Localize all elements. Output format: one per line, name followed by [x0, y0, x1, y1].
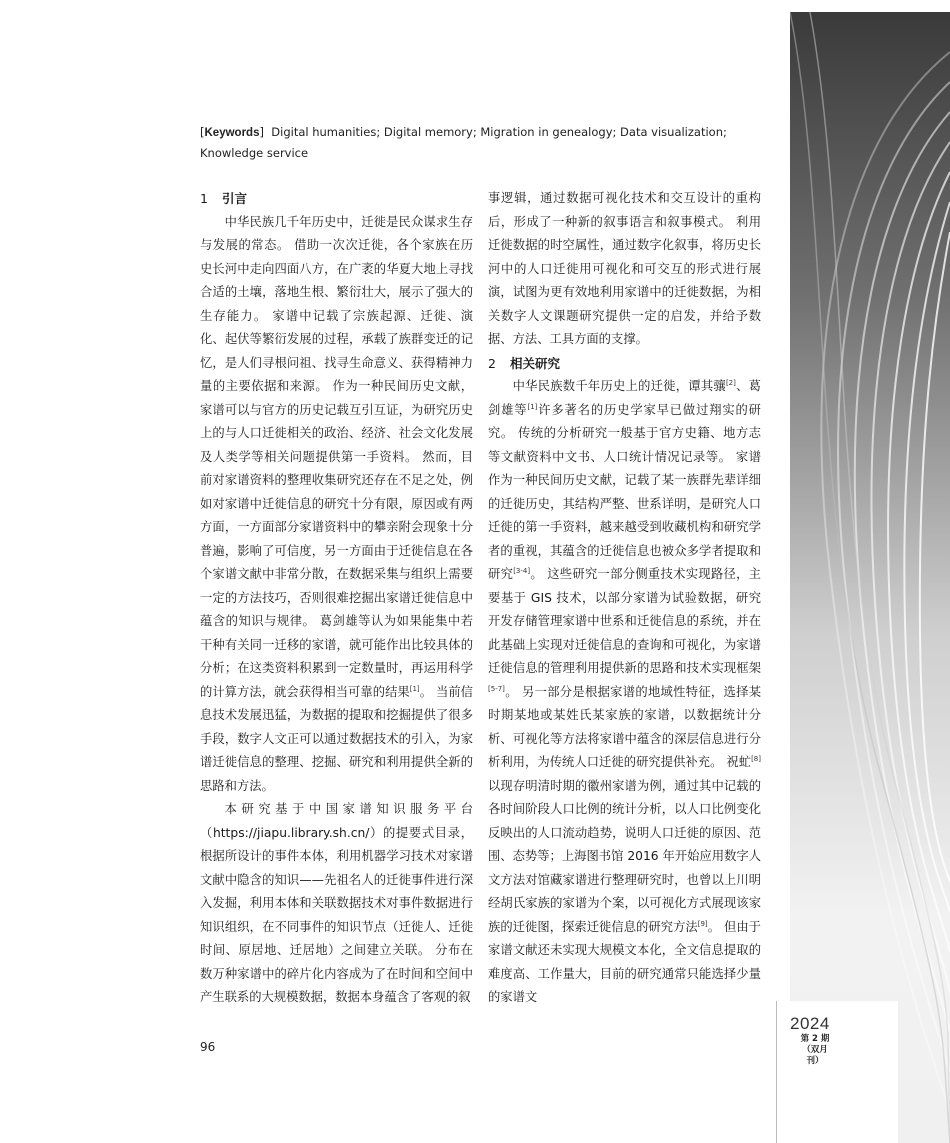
section-heading-related-work: [488, 352, 761, 376]
keywords-text: Digital humanities; Digital memory; Migration in genealogy; Data visualization; Knowledge service: [200, 125, 727, 160]
paragraph: [200, 211, 473, 799]
paragraph: [488, 375, 761, 1010]
citation: [1]: [409, 684, 420, 693]
paragraph-text: 。 另一部分是根据家谱的地域性特征，选择某时期某地或某姓氏某家族的家谱，以数据统计分析、可视化等方法将家谱中蕴含的深层信息进行分析利用，为传统人口迁徙的研究提供补充。 祝虻: [488, 684, 761, 769]
keywords-block: [200, 122, 775, 163]
publication-year: 2024: [790, 1014, 830, 1033]
swirl-graphic: [790, 12, 950, 1143]
section-title: 引言: [222, 191, 248, 206]
paragraph-text: 、葛剑雄等: [488, 379, 761, 417]
citation: [9]: [697, 919, 708, 928]
issue-number: 第 2 期: [800, 1034, 830, 1044]
paragraph-text: 事逻辑，通过数据可视化技术和交互设计的重构后，形成了一种新的叙事语言和叙事模式。 利用迁徙数据的时空属性，通过数字化叙事，将历史长河中的人口迁徙用可视化和可交互的形式进行展演，试图为更有效地利用家谱中的迁徙数据，为相关数字人文课题研究提供一定的启发，并给予数据、方法、工具方面的支撑。: [488, 191, 761, 346]
footer-divider: [776, 1001, 777, 1143]
keywords-bracket-close: ]: [259, 125, 264, 139]
paragraph: [200, 798, 473, 1010]
left-column: [200, 187, 473, 1010]
right-column: [488, 187, 761, 1010]
citation: [5-7]: [488, 684, 505, 693]
section-number: 2: [488, 355, 496, 371]
paragraph-text: 中华民族几千年历史中，迁徙是民众谋求生存与发展的常态。 借助一次次迁徙，各个家族在历史长河中走向四面八方，在广袤的华夏大地上寻找合适的土壤，落地生根、繁衍壮大，展示了强大的生存能力。 家谱中记载了宗族起源、迁徙、演化、起伏等繁衍发展的过程，承载了族群变迁的记忆，是人们寻根问祖、找寻生命意义、获得精神力量的主要依据和来源。 作为一种民间历史文献，家谱可以与官方的历史记载互引互证，为研究历史上的与人口迁徙相关的政治、经济、社会文化发展及人类学等相关问题提供第一手资料。 然而，目前对家谱资料的整理收集研究还存在不足之处，例如对家谱中迁徙信息的研究十分有限，原因或有两方面，一方面部分家谱资料中的攀亲附会现象十分普遍，影响了可信度，另一方面由于迁徙信息在各个家谱文献中非常分散，在数据采集与组织上需要一定的方法技巧，否则很难挖掘出家谱迁徙信息中蕴含的知识与规律。 葛剑雄等认为如果能集中若干种有关同一迁移的家谱，就可能作出比较具体的分析；在这类资料积累到一定数量时，再运用科学的计算方法，就会获得相当可靠的结果: [200, 214, 473, 699]
citation: [8]: [751, 754, 761, 763]
keywords-bracket-open: [: [200, 125, 205, 139]
paragraph-text: 。 但由于家谱文献还未实现大规模文本化，全文信息提取的难度高、工作量大，目前的研究通常只能选择少量的家谱文: [488, 919, 761, 1004]
section-number: 1: [200, 191, 208, 206]
page-number: 96: [200, 1040, 216, 1054]
paragraph-text: 中华民族数千年历史上的迁徙，谭其骧: [512, 379, 726, 393]
paragraph-text: 。 这些研究一部分侧重技术实现路径，主要基于 GIS 技术，以部分家谱为试验数据，研究开发存储管理家谱中世系和迁徙信息的系统，并在此基础上实现对迁徙信息的查询和可视化，为家谱迁徙信息的管理利用提供新的思路和技术实现框架: [488, 567, 761, 675]
keywords-label: Keywords: [204, 127, 260, 139]
decorative-side-panel: [790, 12, 950, 1143]
citation: [2]: [725, 378, 736, 387]
paragraph: [488, 187, 761, 352]
paragraph-text: 许多著名的历史学家早已做过翔实的研究。 传统的分析研究一般基于官方史籍、地方志等文献资料中文书、人口统计情况记录等。 家谱作为一种民间历史文献，记载了某一族群先辈详细的迁徙历史，其结构严整、世系详明，是研究人口迁徙的第一手资料，越来越受到收藏机构和研究学者的重视，其蕴含的迁徙信息也被众多学者提取和研究: [488, 402, 761, 581]
section-title: 相关研究: [510, 355, 561, 371]
paragraph-text: 本研究基于中国家谱知识服务平台（https://jiapu.library.sh.cn/）的提要式目录，根据所设计的事件本体，利用机器学习技术对家谱文献中隐含的知识——先祖名人的迁徙事件进行深入发掘，利用本体和关联数据技术对事件数据进行知识组织，在不同事件的知识节点（迁徙人、迁徙时间、原居地、迁居地）之间建立关联。 分布在数万种家谱中的碎片化内容成为了在时间和空间中产生联系的大规模数据，数据本身蕴含了客观的叙: [200, 802, 473, 1004]
section-heading-introduction: [200, 187, 473, 211]
paragraph-text: 以现存明清时期的徽州家谱为例，通过其中记载的各时间阶段人口比例的统计分析，以人口比例变化反映出的人口流动趋势，说明人口迁徙的原因、范围、态势等；上海图书馆 2016 年开始应用数字人文方法对馆藏家谱进行整理研究时，也曾以上川明经胡氏家族的家谱为个案，以可视化方式展现该家族的迁徙图，探索迁徙信息的研究方法: [488, 778, 761, 934]
citation: [3-4]: [513, 566, 531, 575]
issue-label: [798, 1034, 832, 1067]
paragraph-text: 。 当前信息技术发展迅猛，为数据的提取和挖掘提供了很多手段，数字人文正可以通过数据技术的引入，为家谱迁徙信息的整理、挖掘、研究和利用提供全新的思路和方法。: [200, 684, 473, 793]
citation: [1]: [527, 402, 538, 411]
issue-frequency: （双月刊）: [802, 1045, 828, 1066]
